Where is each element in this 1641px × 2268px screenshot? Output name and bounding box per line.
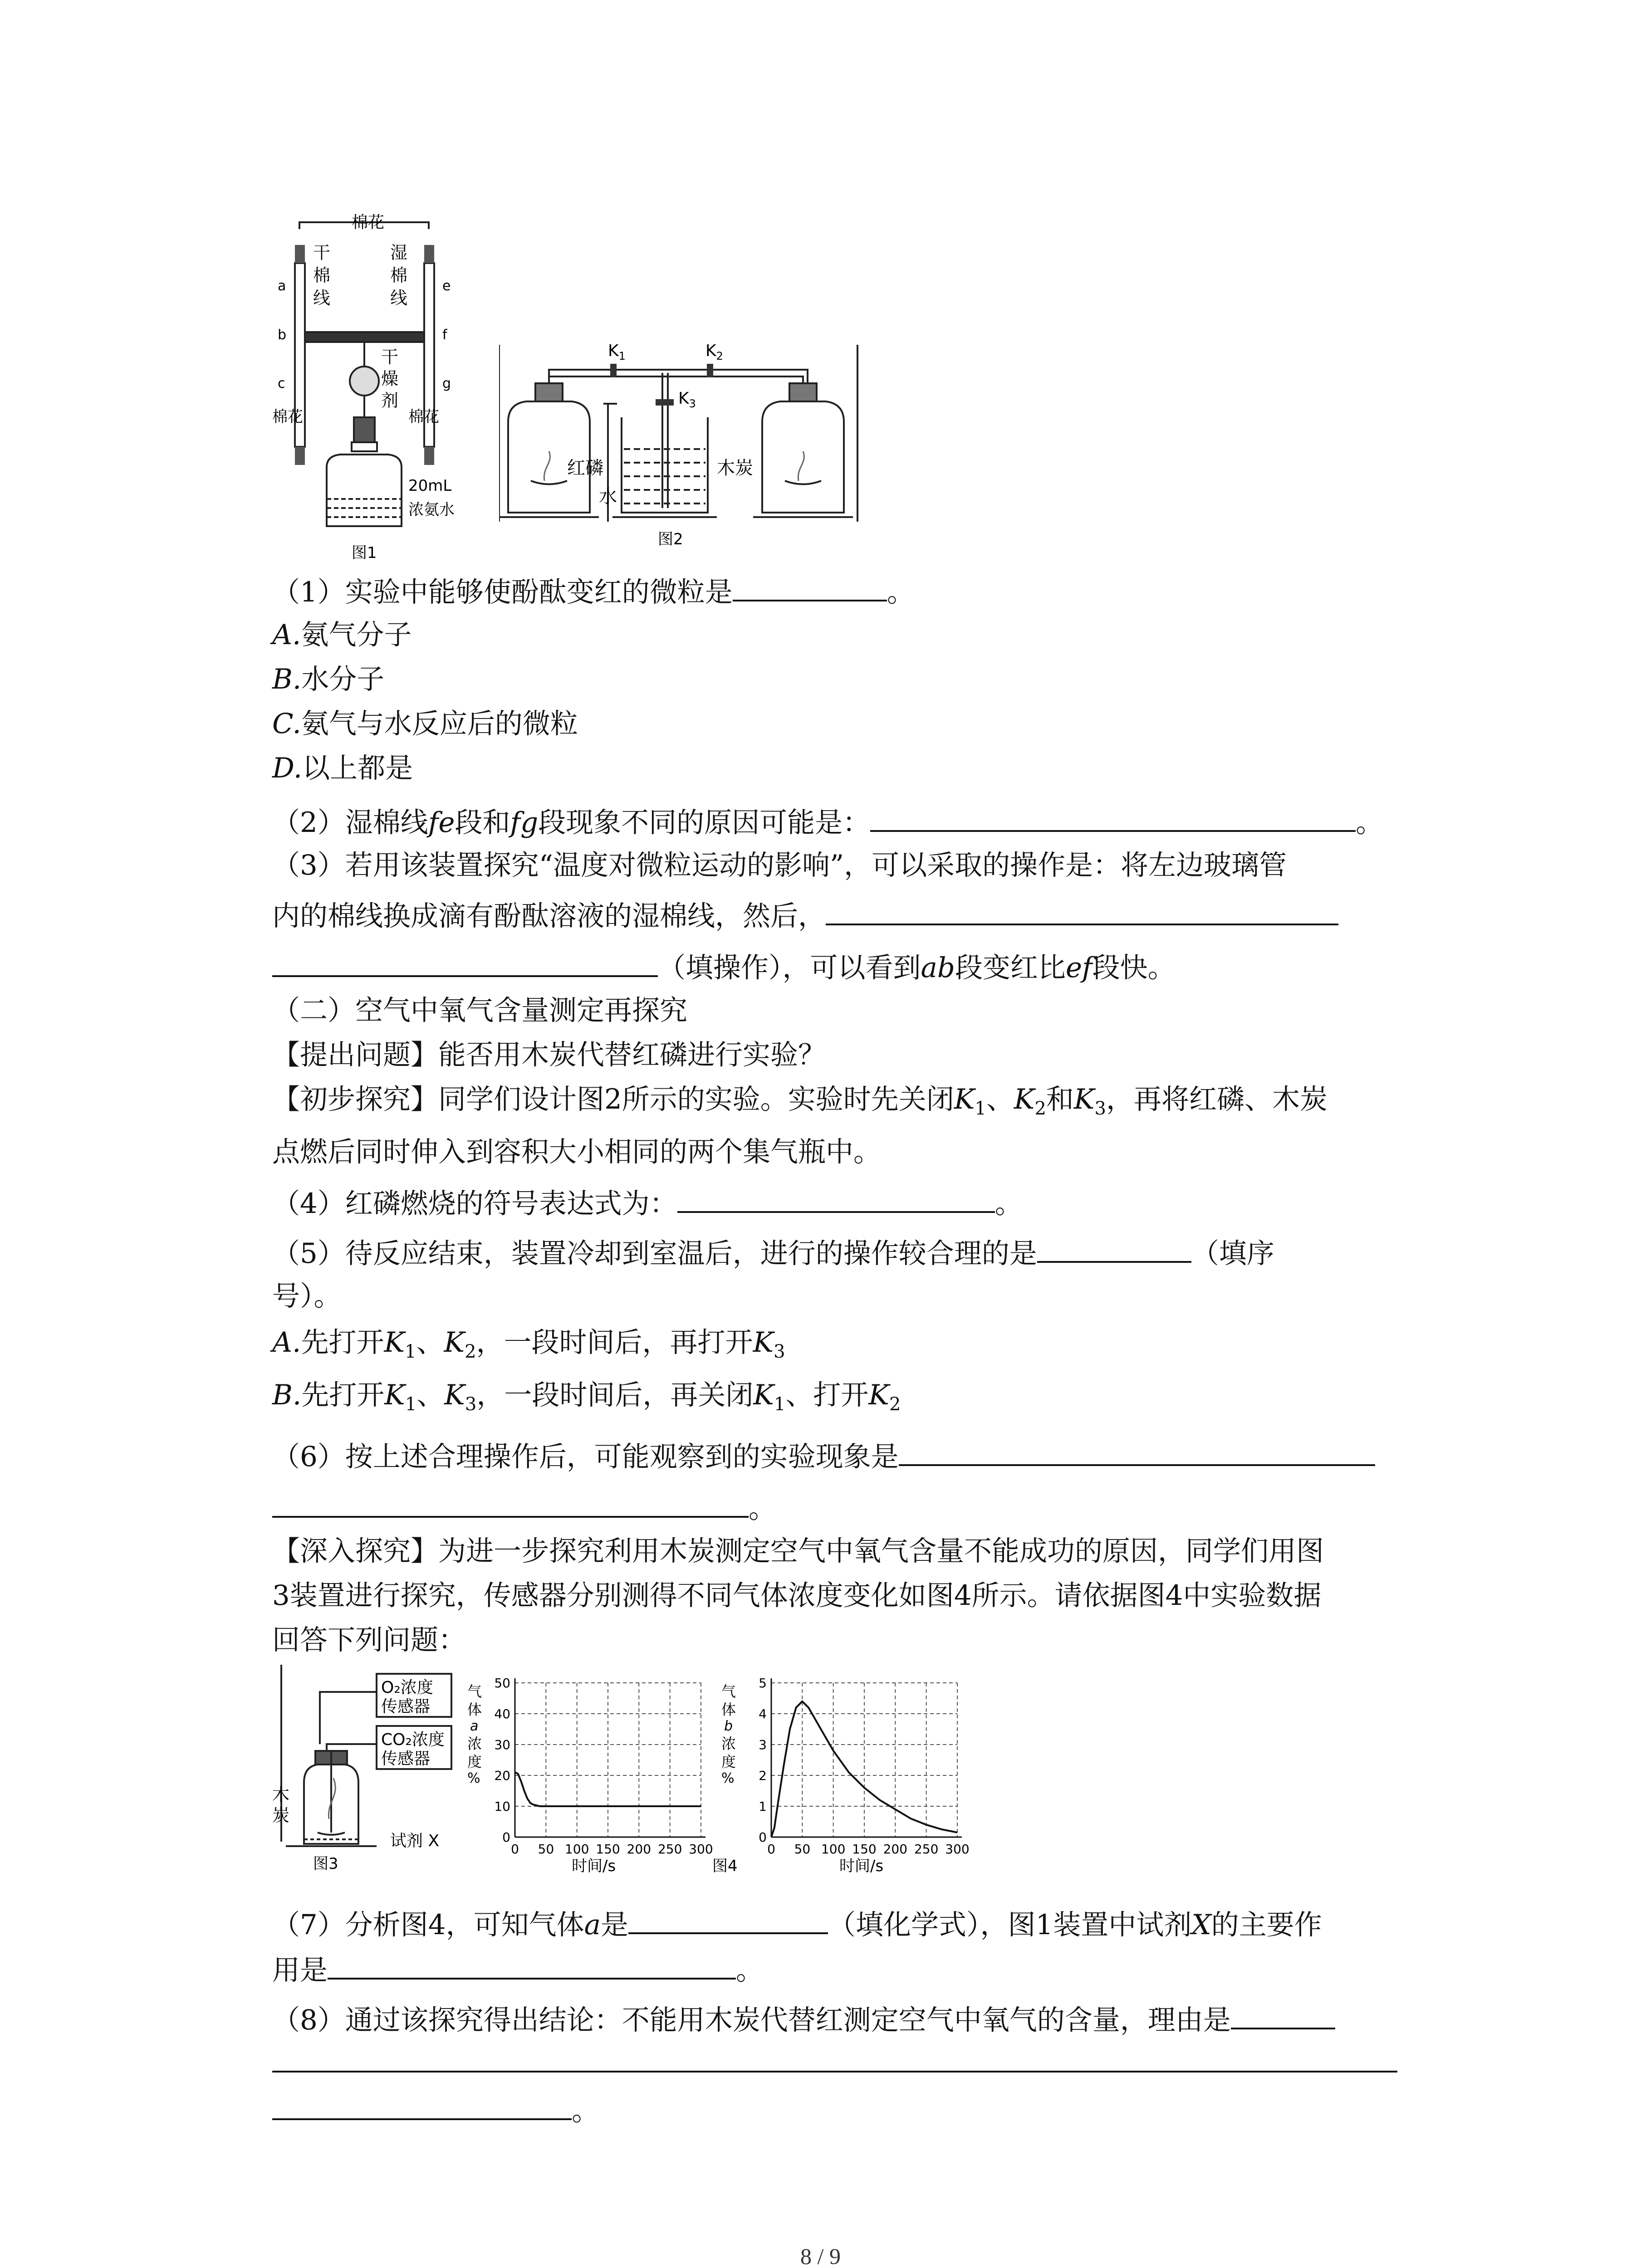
gas-b-chart-x-tick: 150: [852, 1842, 877, 1857]
q3-line-2: 内的棉线换成滴有酚酞溶液的湿棉线，然后，: [272, 896, 1338, 934]
fig4-caption: 图4: [712, 1857, 738, 1875]
gas-b-chart-x-tick: 100: [821, 1842, 846, 1857]
gas-a-chart-x-tick: 250: [657, 1842, 682, 1857]
fig2-k1: $K_1$: [608, 342, 626, 362]
gas-b-chart-y-tick: 3: [759, 1737, 767, 1752]
fig3-sensor2: CO₂浓度: [381, 1730, 445, 1749]
q8-answer-blank-2[interactable]: [272, 2071, 1397, 2072]
gas-a-chart-y-tick: 40: [494, 1706, 510, 1721]
fig1-letter-b: b: [278, 327, 287, 343]
figure-2: [499, 331, 953, 562]
gas-a-chart-y-tick: 50: [494, 1676, 510, 1691]
q8-answer-blank-1[interactable]: [1231, 2000, 1335, 2029]
q5-option-b[interactable]: B.先打开$K_1$、$K_3$，一段时间后，再关闭$K_1$、打开$K_2$: [272, 1379, 901, 1415]
fig4-ylabel-a-3: a: [470, 1718, 479, 1734]
fig4-ylabel-b-2: 体: [721, 1701, 736, 1718]
deep-explore-line-3: 回答下列问题：: [272, 1624, 466, 1656]
fig1-right-col-3: 线: [390, 288, 408, 308]
q3-line-1: （3）若用该装置探究“温度对微粒运动的影响”，可以采取的操作是：将左边玻璃管: [272, 849, 1287, 881]
q1-option-d[interactable]: D.以上都是: [272, 752, 413, 784]
gas-b-chart-y-tick: 1: [759, 1799, 767, 1814]
q1-option-c[interactable]: C.氨气与水反应后的微粒: [272, 708, 578, 740]
fig1-top-label: 棉花: [352, 213, 385, 232]
fig4-ylabel-b-3: b: [724, 1718, 733, 1734]
fig4-ylabel-b-1: 气: [721, 1683, 736, 1700]
q7-line-2: 用是 。: [272, 1950, 764, 1989]
fig4-ylabel-b-5: 度: [721, 1753, 736, 1770]
q5-answer-blank[interactable]: [1037, 1234, 1191, 1263]
q5-option-a[interactable]: A.先打开$K_1$、$K_2$，一段时间后，再打开$K_3$: [272, 1326, 785, 1363]
fig1-right-col-1: 湿: [390, 243, 408, 263]
fig3-left-label-1: 木: [272, 1785, 290, 1805]
fig4-ylabel-a-1: 气: [467, 1683, 482, 1700]
fig3-sensor2b: 传感器: [381, 1750, 431, 1768]
gas-b-chart-y-tick: 0: [759, 1830, 767, 1845]
q1-option-b[interactable]: B.水分子: [272, 663, 385, 695]
figure-4-charts: [458, 1669, 985, 1878]
fig1-letter-g: g: [442, 376, 451, 391]
q8-line-1: （8）通过该探究得出结论：不能用木炭代替红测定空气中氧气的含量，理由是: [272, 2000, 1335, 2038]
deep-explore-line-2: 3装置进行探究，传感器分别测得不同气体浓度变化如图4所示。请依据图4中实验数据: [272, 1579, 1322, 1612]
q6-line-1: （6）按上述合理操作后，可能观察到的实验现象是: [272, 1437, 1375, 1475]
q8-line-3: 。: [272, 2091, 599, 2129]
gas-a-chart-x-tick: 0: [511, 1842, 519, 1857]
q5-line-1: （5）待反应结束，装置冷却到室温后，进行的操作较合理的是 （填序: [272, 1234, 1274, 1272]
q6-answer-blank-2[interactable]: [272, 1489, 749, 1518]
fig3-sensor1b: 传感器: [381, 1697, 431, 1716]
q1-text: （1）实验中能够使酚酞变红的微粒是 。: [272, 572, 915, 611]
gas-b-chart-y-tick: 5: [759, 1676, 767, 1691]
gas-b-chart-x-tick: 200: [883, 1842, 908, 1857]
fig3-left-label-2: 炭: [272, 1805, 290, 1825]
fig1-left-col-2: 棉: [313, 265, 331, 285]
fig1-caption: 图1: [352, 544, 377, 562]
gas-b-chart-y-tick: 4: [759, 1706, 767, 1721]
fig3-sensor1: O₂浓度: [381, 1678, 433, 1697]
figure-1: [272, 213, 463, 572]
gas-a-chart-y-tick: 30: [494, 1737, 510, 1752]
fig4-ylabel-a-6: %: [467, 1770, 480, 1786]
fig1-right-col-2: 棉: [390, 265, 408, 285]
deep-explore-line-1: 【深入探究】为进一步探究利用木炭测定空气中氧气含量不能成功的原因，同学们用图: [272, 1535, 1324, 1567]
section-2-title: （二）空气中氧气含量测定再探究: [272, 994, 688, 1026]
fig1-bottle-label-1: 20mL: [408, 477, 452, 495]
gas-a-chart-y-tick: 10: [494, 1799, 510, 1814]
question-raise: 【提出问题】能否用木炭代替红磷进行实验？: [272, 1039, 826, 1071]
gas-b-chart-x-tick: 50: [794, 1842, 811, 1857]
gas-b-chart-y-tick: 2: [759, 1768, 767, 1783]
fig4-xlabel-left: 时间/s: [572, 1857, 616, 1875]
q7-answer-blank-1[interactable]: [628, 1905, 828, 1934]
fig2-water-label: 水: [599, 486, 617, 507]
q1-option-a[interactable]: A.氨气分子: [272, 619, 412, 651]
gas-a-chart-x-tick: 100: [564, 1842, 589, 1857]
gas-b-chart: [759, 1676, 970, 1857]
fig3-reagent: 试剂 X: [390, 1832, 440, 1850]
q3-line-3: （填操作），可以看到ab段变红比ef段快。: [272, 948, 1176, 986]
fig1-letter-e: e: [442, 278, 451, 294]
fig2-k2: $K_2$: [705, 342, 723, 362]
q5-line-2: 号）。: [272, 1280, 342, 1312]
page-number: 8 / 9: [800, 2244, 841, 2268]
fig1-left-col-1: 干: [313, 243, 331, 263]
fig2-caption: 图2: [658, 530, 683, 548]
fig2-k3: $K_3$: [678, 389, 696, 410]
gas-a-chart-y-tick: 0: [502, 1830, 510, 1845]
gas-a-chart-x-tick: 200: [627, 1842, 652, 1857]
fig1-bottle-label-2: 浓氨水: [408, 501, 455, 519]
q7-line-1: （7）分析图4，可知气体a是 （填化学式），图1装置中试剂X的主要作: [272, 1905, 1322, 1943]
fig4-xlabel-right: 时间/s: [839, 1857, 884, 1875]
gas-a-chart-x-tick: 300: [689, 1842, 713, 1857]
fig4-ylabel-a-4: 浓: [467, 1735, 482, 1752]
fig4-ylabel-b-6: %: [721, 1770, 735, 1786]
q6-answer-blank-1[interactable]: [899, 1437, 1375, 1466]
fig1-letter-c: c: [278, 376, 285, 391]
initial-explore-line-2: 点燃后同时伸入到容积大小相同的两个集气瓶中。: [272, 1136, 882, 1168]
fig1-left-col-3: 线: [313, 288, 331, 308]
fig1-bottom-right: 棉花: [408, 408, 439, 426]
fig4-ylabel-a-5: 度: [467, 1753, 482, 1770]
fig1-letter-a: a: [278, 278, 286, 294]
fig1-dryer-3: 剂: [381, 391, 399, 411]
gas-a-chart: [494, 1676, 713, 1857]
q1-answer-blank[interactable]: [733, 572, 887, 601]
fig1-bottom-left: 棉花: [272, 408, 303, 426]
fig2-left-label: 红磷: [567, 458, 603, 479]
gas-b-chart-x-tick: 0: [767, 1842, 775, 1857]
q4-text: （4）红磷燃烧的符号表达式为： 。: [272, 1184, 1023, 1222]
gas-b-chart-x-tick: 300: [945, 1842, 970, 1857]
gas-a-chart-series-line: [515, 1772, 701, 1806]
q2-answer-blank[interactable]: [870, 803, 1356, 832]
fig1-dryer-2: 燥: [381, 369, 399, 389]
q7-answer-blank-2[interactable]: [328, 1950, 736, 1980]
fig4-ylabel-a-2: 体: [467, 1701, 482, 1718]
gas-b-chart-x-tick: 250: [914, 1842, 939, 1857]
fig1-letter-f: f: [442, 327, 447, 343]
gas-a-chart-x-tick: 50: [538, 1842, 554, 1857]
q3-answer-blank-1[interactable]: [826, 896, 1338, 925]
fig1-dryer-1: 干: [381, 347, 399, 367]
q8-answer-blank-3[interactable]: [272, 2091, 572, 2120]
q2-text: （2）湿棉线fe段和fg段现象不同的原因可能是： 。: [272, 803, 1383, 841]
fig3-caption: 图3: [313, 1855, 338, 1873]
fig2-right-label: 木炭: [717, 458, 753, 479]
q4-answer-blank[interactable]: [677, 1184, 995, 1213]
q3-answer-blank-2[interactable]: [272, 948, 658, 977]
fig4-ylabel-b-4: 浓: [721, 1735, 736, 1752]
initial-explore-line-1: 【初步探究】同学们设计图2所示的实验。实验时先关闭$K_1$、$K_2$和$K_3$，再将红磷、木炭: [272, 1083, 1327, 1119]
q6-line-2: 。: [272, 1489, 776, 1527]
gas-a-chart-x-tick: 150: [596, 1842, 620, 1857]
gas-a-chart-y-tick: 20: [494, 1768, 510, 1783]
